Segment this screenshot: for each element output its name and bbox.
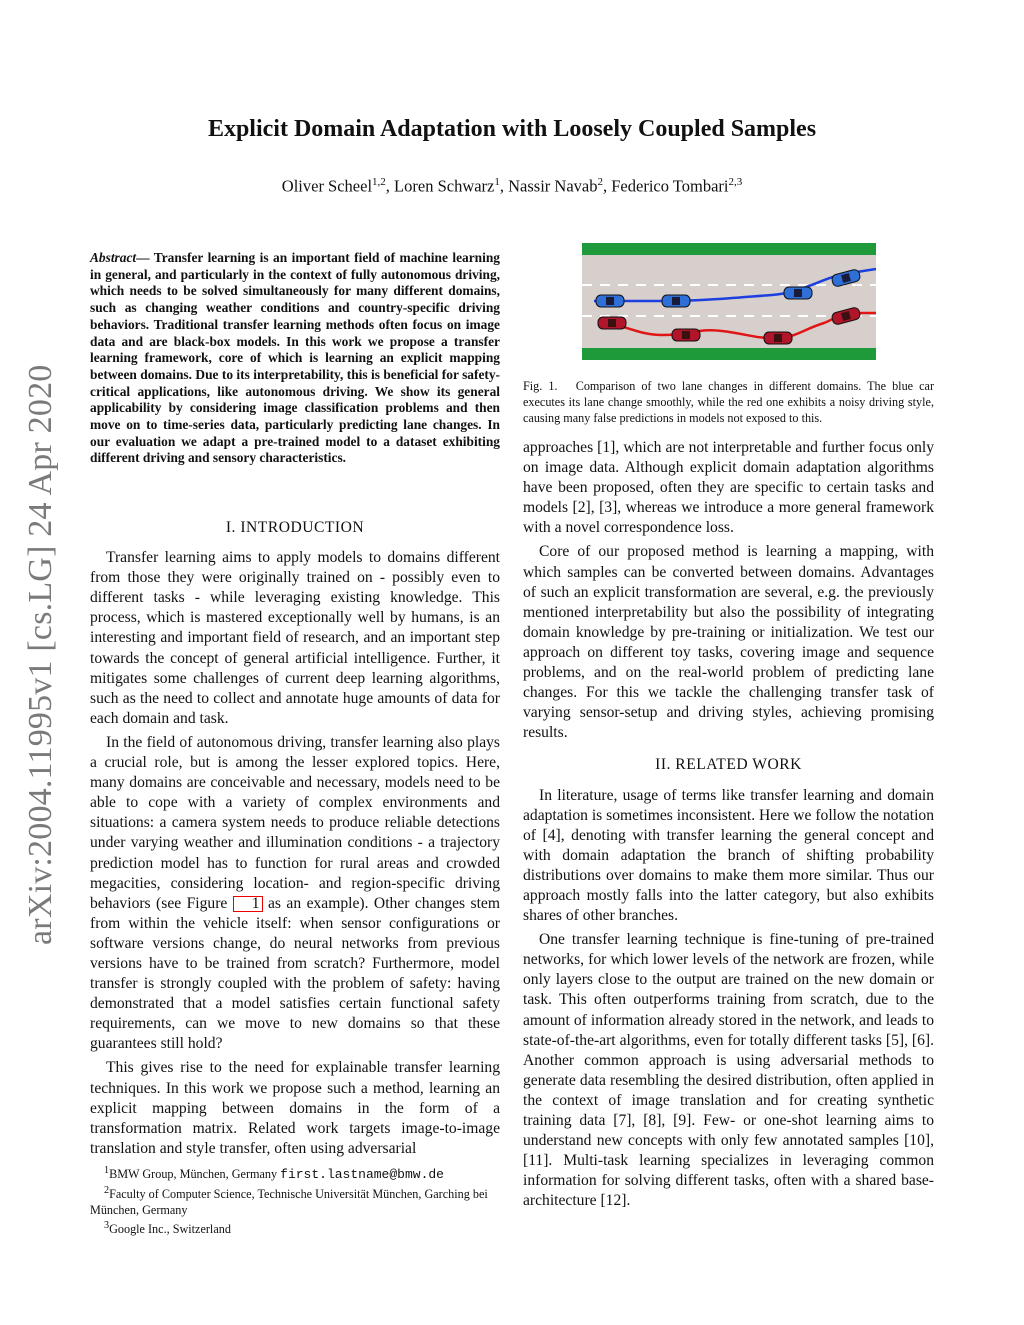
blue-car — [596, 295, 624, 307]
author-affiliation: 1,2 — [372, 176, 386, 188]
blue-car — [784, 287, 812, 299]
grass-bottom — [582, 348, 876, 360]
figure-caption — [523, 378, 934, 426]
right-column-body — [523, 438, 934, 1211]
paragraph-text: In the field of autonomous driving, transfer learning also plays a crucial role, but is among the lesser explored topics. Here, many domains are conceivable and necessary, models need to be able to cope with a variety of complex environments and situations: a camera system needs to produce reliable detections under varying weather and illumination conditions - a trajectory prediction model has to function for rural areas and crowded megacities, considering location- and region-specific driving behaviors (see Figure — [90, 733, 500, 912]
arxiv-identifier[interactable]: arXiv:2004.11995v1 [cs.LG] 24 Apr 2020 — [22, 364, 59, 945]
author-affiliation: 2,3 — [728, 176, 743, 188]
paragraph — [90, 733, 500, 1055]
paragraph: approaches [1], which are not interpretable and further focus only on image data. Although explicit domain adaptation algorithms have been proposed, often they are specific to certain tasks and models [2], [3], whereas we introduce a more general framework with a novel correspondence loss. — [523, 439, 934, 537]
lane-change-figure — [582, 243, 876, 360]
author-name: Loren Schwarz — [394, 176, 495, 196]
abstract: Abstract— Transfer learning is an important field of machine learning in general, and particularly in the context of fully autonomous driving, which needs to be solved simultaneously for many different domains, such as changing weather conditions and country-specific driving behaviors. Traditional transfer learning methods often focus on image data and are black-box models. In this work we propose a transfer learning framework, core of which is learning an explicit mapping between domains. Due to its interpretability, this is beneficial for safety-critical applications, like autonomous driving. We show its general applicability by considering image classification problems and then move on to time-series data, particularly predicting lane changes. In our evaluation we adapt a pre-trained model to a dataset exhibiting different driving and sensory characteristics. — [90, 250, 500, 466]
red-car — [764, 332, 792, 344]
author-name: Oliver Scheel — [281, 176, 373, 196]
paragraph: In literature, usage of terms like transfer learning and domain adaptation is sometimes inconsistent. Here we follow the notation of [4], denoting with transfer learning the general concept and with domain adaptation the branch of shifting probability distributions over domains to make them more similar. Thus our approach mostly falls into the latter category, but also exhibits shares of other branches. — [523, 786, 934, 925]
paper-title: Explicit Domain Adaptation with Loosely Coupled Samples — [207, 116, 817, 142]
footnote: $^2$Faculty of Computer Science, Technische Universität München, Garching bei München, Germany — [90, 1185, 488, 1218]
paragraph-text: as an example). Other changes stem from within the vehicle itself: when sensor configurations or software versions change, do neural networks from previous versions have to be trained from scratch? Furthermore, model transfer is strongly coupled with the problem of safety: having demonstrated that a model satisfies certain functional safety requirements, can we move to new domains so that these guarantees still hold? — [90, 894, 500, 1053]
footnotes — [90, 1163, 500, 1237]
red-car — [672, 329, 700, 341]
red-car — [598, 317, 626, 329]
abstract-label: Abstract — [90, 250, 137, 265]
paragraph: Transfer learning aims to apply models to domains different from those they were originally trained on - possibly even to different tasks - while leveraging existing knowledge. This process, which is mastered exceptionally well by humans, is an interesting and important field of research, and an important step towards the concept of general artificial intelligence. Further, it mitigates some challenges of current deep learning algorithms, such as the need to collect and annotate huge amounts of data for each domain and task. — [90, 549, 500, 727]
email-link[interactable]: first.lastname@bmw.de — [280, 1167, 444, 1183]
author-affiliation: 1 — [494, 176, 500, 188]
author-name: Nassir Navab — [508, 176, 598, 196]
figure-label: Fig. 1. — [523, 379, 558, 393]
paragraph: Core of our proposed method is learning a mapping, with which samples can be converted between domains. Advantages of such an explicit transformation are several, e.g. the previously mentioned interpretability but also the possibility of integrating domain knowledge by pre-training or initialization. We test our approach on different toy tasks, covering image and sequence problems, and on the real-world problem of predicting lane changes. For this we tackle the challenging transfer task of varying sensor-setup and driving styles, achieving promising results. — [523, 543, 934, 742]
blue-car — [662, 295, 690, 307]
section-heading: I. INTRODUCTION — [225, 519, 365, 536]
grass-top — [582, 243, 876, 255]
abstract-text: Transfer learning is an important field of machine learning in general, and particularly in the context of fully autonomous driving, which needs to be solved simultaneously for many different domains, such as changing weather conditions and country-specific driving behaviors. Traditional transfer learning methods often focus on image data and are black-box models. In this work we propose a transfer learning framework, core of which is learning an explicit mapping between domains. Due to its interpretability, this is beneficial for safety-critical applications, like autonomous driving. We show its general applicability by considering image classification problems and then move on to time-series data, particularly predicting lane changes. In our evaluation we adapt a pre-trained model to a dataset exhibiting different driving and sensory characteristics. — [90, 250, 500, 466]
author-name: Federico Tombari — [611, 176, 729, 196]
introduction-section — [90, 518, 500, 1159]
footnote: $^3$Google Inc., Switzerland — [104, 1220, 231, 1237]
section-heading: II. RELATED WORK — [655, 756, 802, 774]
paragraph: This gives rise to the need for explainable transfer learning techniques. In this work we propose such a method, learning an explicit mapping between domains in the form of a transformation matrix. Related work targets image-to-image translation and style transfer, often using adversarial — [90, 1059, 500, 1157]
author-affiliation: 2 — [597, 176, 603, 188]
figure-reference-link[interactable]: 1 — [233, 896, 263, 912]
caption-text: Comparison of two lane changes in different domains. The blue car executes its lane change smoothly, while the red one exhibits a noisy driving style, causing many false predictions in models not exposed to this. — [523, 379, 935, 425]
paragraph: One transfer learning technique is fine-tuning of pre-trained networks, for which lower levels of the network are frozen, while only layers close to the output are trained on the new domain or task. This often outperforms training from scratch, due to the amount of information already stored in the network, and leads to state-of-the-art algorithms, even for totally different tasks [5], [6]. Another common approach is using adversarial methods to generate data resembling the desired distribution, often applied in the context of image translation and for creating synthetic training data [7], [8], [9]. Few- or one-shot learning aims to understand new concepts with only few annotated samples [10], [11]. Multi-task learning specializes in leveraging common information for solving different tasks, often with a shared base-architecture [12]. — [523, 931, 934, 1210]
author-list: Oliver Scheel$^{1,2}$, Loren Schwarz$^1$, Nassir Navab$^2$, Federico Tombari$^{2,3}$ — [281, 176, 743, 196]
footnote: $^1$BMW Group, München, Germany first.lastname@bmw.de — [104, 1165, 444, 1183]
